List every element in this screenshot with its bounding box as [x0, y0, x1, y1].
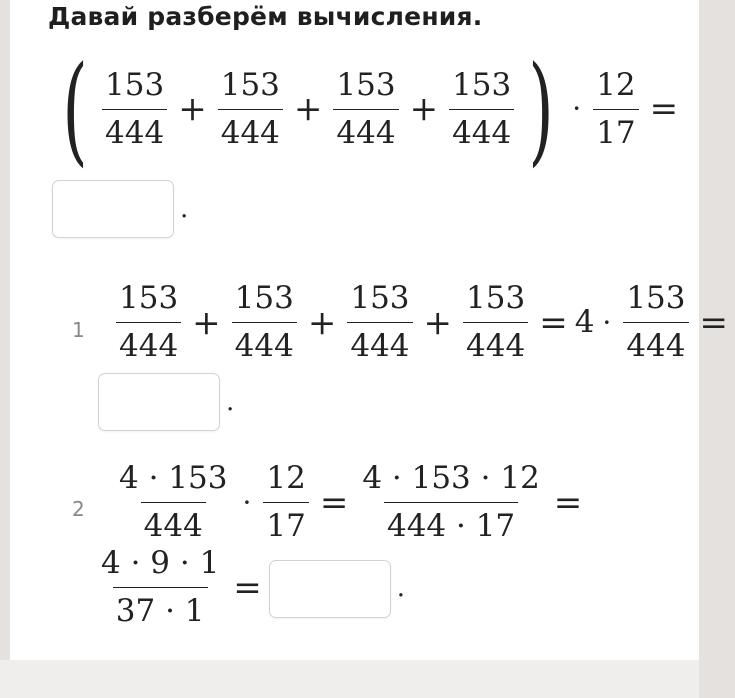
step2-continuation: [94, 545, 406, 629]
step2-answer-input[interactable]: [269, 560, 391, 618]
fraction: $\frac{153}{444}$: [347, 283, 412, 362]
step1-answer-input[interactable]: [98, 373, 220, 431]
fraction: $\frac{12}{17}$: [263, 463, 308, 542]
main-answer-input[interactable]: [52, 180, 174, 238]
plus-sign: +: [423, 302, 453, 343]
times-sign: ·: [602, 305, 612, 339]
times-sign: ·: [572, 92, 582, 126]
equals-sign: =: [233, 567, 262, 608]
fraction: $\frac{153}{444}$: [449, 70, 514, 149]
plus-sign: +: [293, 89, 323, 130]
fraction: $\frac{153}{444}$: [116, 283, 181, 362]
equals-sign: =: [539, 302, 568, 343]
fraction: $\frac{4 \cdot 153 \cdot 12}{444 \cdot 17}$: [362, 460, 540, 544]
coefficient: 4: [574, 304, 595, 340]
main-answer-row: [52, 180, 188, 238]
fraction: $\frac{153}{444}$: [218, 70, 283, 149]
step1-answer-row: [98, 373, 234, 431]
fraction: $\frac{153}{444}$: [232, 283, 297, 362]
step-number: 2: [72, 497, 85, 521]
equals-sign: =: [553, 482, 583, 523]
step-number: 1: [72, 318, 85, 342]
plus-sign: +: [192, 302, 221, 343]
plus-sign: +: [307, 302, 337, 343]
fraction: $\frac{153}{444}$: [623, 283, 688, 362]
times-sign: ·: [242, 485, 252, 519]
plus-sign: +: [178, 89, 207, 130]
period: .: [226, 387, 235, 417]
fraction: $\frac{153}{444}$: [102, 70, 167, 149]
step2-expression: [112, 460, 589, 544]
bottom-strip: [0, 660, 699, 698]
step1-expression: [112, 280, 735, 364]
fraction: $\frac{153}{444}$: [333, 70, 398, 149]
right-paren: ): [528, 40, 554, 178]
fraction: $\frac{153}{444}$: [463, 283, 528, 362]
period: .: [180, 194, 189, 224]
task-title: Давай разберём вычисления.: [48, 2, 483, 31]
period: .: [396, 572, 406, 603]
left-paren: (: [62, 40, 88, 178]
equals-sign: =: [319, 482, 349, 523]
plus-sign: +: [409, 89, 439, 130]
fraction: $\frac{4 \cdot 153}{444}$: [119, 460, 228, 544]
equals-sign: =: [649, 89, 679, 130]
equals-sign: =: [699, 302, 728, 343]
fraction: $\frac{12}{17}$: [593, 70, 638, 149]
main-expression: [52, 40, 685, 178]
fraction: $\frac{4 \cdot 9 \cdot 1}{37 \cdot 1}$: [101, 545, 220, 629]
